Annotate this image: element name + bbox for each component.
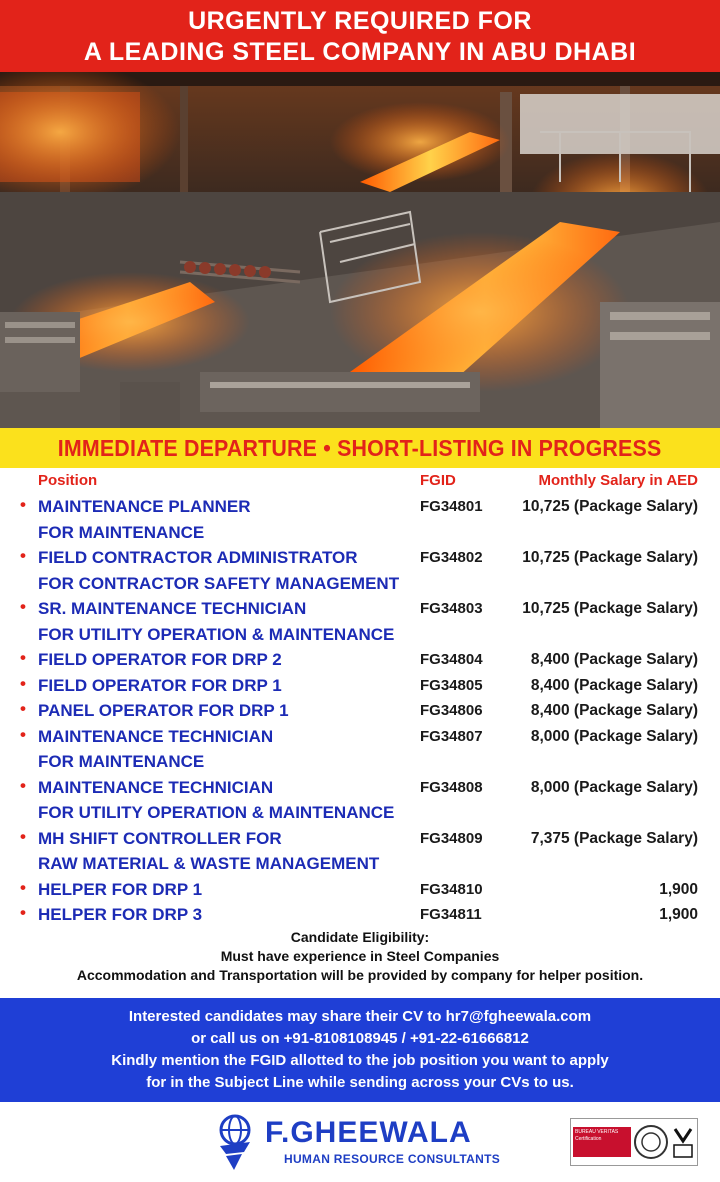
bullet-icon: • xyxy=(20,699,26,718)
fgid-code: FG34805 xyxy=(420,676,483,694)
position-title xyxy=(38,877,202,903)
brand-name: F.GHEEWALA xyxy=(265,1116,472,1149)
position-line-2: FOR UTILITY OPERATION & MAINTENANCE xyxy=(38,803,395,822)
position-line-2: FOR CONTRACTOR SAFETY MANAGEMENT xyxy=(38,573,400,593)
monthly-salary: 10,725 (Package Salary) xyxy=(522,600,698,617)
fgid-code: FG34808 xyxy=(420,778,483,796)
table-row xyxy=(0,875,720,901)
position-line-2: RAW MATERIAL & WASTE MANAGEMENT xyxy=(38,854,380,873)
bullet-icon: • xyxy=(20,826,26,846)
fgid-code: FG34807 xyxy=(420,727,483,745)
brand-tagline: HUMAN RESOURCE CONSULTANTS xyxy=(284,1152,501,1166)
contact-info xyxy=(0,998,720,1102)
footer xyxy=(0,1102,720,1182)
header-salary: Monthly Salary in AED xyxy=(538,472,698,489)
table-body xyxy=(0,492,720,926)
bullet-icon: • xyxy=(20,495,26,514)
certification-badge xyxy=(570,1118,698,1166)
table-row xyxy=(0,671,720,697)
immediate-departure-banner xyxy=(0,428,720,468)
position-title xyxy=(38,647,282,673)
fgid-code: FG34806 xyxy=(420,702,483,719)
monthly-salary: 8,400 (Package Salary) xyxy=(530,676,698,694)
candidate-eligibility xyxy=(0,928,720,985)
header-position: Position xyxy=(38,472,98,489)
position-line-2: FOR MAINTENANCE xyxy=(38,752,205,771)
contact-line-1: Interested candidates may share their CV to hr7@fgheewala.com xyxy=(128,1008,592,1025)
fgid-code: FG34811 xyxy=(420,906,482,923)
position-line-1: FIELD OPERATOR FOR DRP 2 xyxy=(38,650,282,669)
position-line-1: MAINTENANCE TECHNICIAN xyxy=(38,777,274,797)
header-fgid: FGID xyxy=(420,472,456,489)
eligibility-line-2: Accommodation and Transportation will be provided by company for helper position. xyxy=(76,967,644,983)
table-row xyxy=(0,492,720,543)
banner-text: IMMEDIATE DEPARTURE • SHORT-LISTING IN PROGRESS xyxy=(58,435,662,461)
bullet-icon: • xyxy=(20,903,26,922)
table-row xyxy=(0,824,720,875)
bullet-icon: • xyxy=(20,877,26,897)
headline xyxy=(0,0,720,72)
bullet-icon: • xyxy=(20,597,26,616)
fgid-code: FG34802 xyxy=(420,549,483,566)
position-line-1: MAINTENANCE TECHNICIAN xyxy=(38,726,274,746)
position-title xyxy=(38,698,289,724)
table-row xyxy=(0,594,720,645)
table-row xyxy=(0,696,720,722)
contact-line-4: for in the Subject Line while sending across your CVs to us. xyxy=(146,1074,574,1091)
bullet-icon: • xyxy=(20,775,26,795)
monthly-salary: 1,900 xyxy=(659,880,698,898)
monthly-salary: 10,725 (Package Salary) xyxy=(522,498,698,515)
table-header xyxy=(0,470,720,492)
table-row xyxy=(0,773,720,824)
monthly-salary: 7,375 (Package Salary) xyxy=(530,829,698,847)
monthly-salary: 8,000 (Package Salary) xyxy=(530,727,698,745)
position-line-2: FOR UTILITY OPERATION & MAINTENANCE xyxy=(38,624,395,644)
position-title xyxy=(38,673,282,699)
table-row xyxy=(0,900,720,926)
position-line-1: MH SHIFT CONTROLLER FOR xyxy=(38,828,282,848)
position-line-1: PANEL OPERATOR FOR DRP 1 xyxy=(38,701,289,720)
monthly-salary: 10,725 (Package Salary) xyxy=(522,549,698,566)
position-line-1: HELPER FOR DRP 1 xyxy=(38,879,203,899)
ukas-mark-icon xyxy=(671,1125,695,1161)
position-line-1: MAINTENANCE PLANNER xyxy=(38,497,251,516)
position-line-1: SR. MAINTENANCE TECHNICIAN xyxy=(38,599,307,618)
bullet-icon: • xyxy=(20,648,26,667)
fgid-code: FG34804 xyxy=(420,651,483,668)
bullet-icon: • xyxy=(20,546,26,565)
position-title xyxy=(38,545,399,596)
vacancy-table xyxy=(0,470,720,926)
table-row xyxy=(0,722,720,773)
position-line-1: HELPER FOR DRP 3 xyxy=(38,905,203,924)
headline-line-2: A LEADING STEEL COMPANY IN ABU DHABI xyxy=(83,38,637,66)
position-title xyxy=(38,902,202,928)
position-line-1: FIELD CONTRACTOR ADMINISTRATOR xyxy=(38,548,358,567)
monthly-salary: 1,900 xyxy=(659,906,698,923)
position-line-1: FIELD OPERATOR FOR DRP 1 xyxy=(38,675,282,695)
steel-mill-photo xyxy=(0,72,720,428)
fgid-code: FG34801 xyxy=(420,498,483,515)
monthly-salary: 8,400 (Package Salary) xyxy=(530,702,698,719)
certification-seal-icon xyxy=(633,1122,669,1162)
position-title xyxy=(38,775,394,826)
contact-line-3: Kindly mention the FGID allotted to the job position you want to apply xyxy=(111,1052,609,1069)
position-title xyxy=(38,494,251,545)
eligibility-line-1: Must have experience in Steel Companies xyxy=(220,948,500,964)
bullet-icon: • xyxy=(20,724,26,744)
monthly-salary: 8,400 (Package Salary) xyxy=(530,651,698,668)
headline-line-1: URGENTLY REQUIRED FOR xyxy=(188,7,532,35)
contact-line-2: or call us on +91-8108108945 / +91-22-61666812 xyxy=(191,1030,529,1047)
monthly-salary: 8,000 (Package Salary) xyxy=(530,778,698,796)
table-row xyxy=(0,543,720,594)
steel-mill-illustration xyxy=(0,72,720,428)
table-row xyxy=(0,645,720,671)
position-title xyxy=(38,596,394,647)
position-title xyxy=(38,826,379,877)
fgid-code: FG34803 xyxy=(420,600,483,617)
position-line-2: FOR MAINTENANCE xyxy=(38,522,205,542)
fgid-code: FG34809 xyxy=(420,829,483,847)
gheewala-logo-icon xyxy=(212,1112,258,1172)
fgid-code: FG34810 xyxy=(420,880,483,898)
position-title xyxy=(38,724,273,775)
eligibility-title: Candidate Eligibility: xyxy=(290,929,430,945)
bureau-veritas-label: BUREAU VERITAS Certification xyxy=(573,1127,631,1157)
bullet-icon: • xyxy=(20,673,26,693)
